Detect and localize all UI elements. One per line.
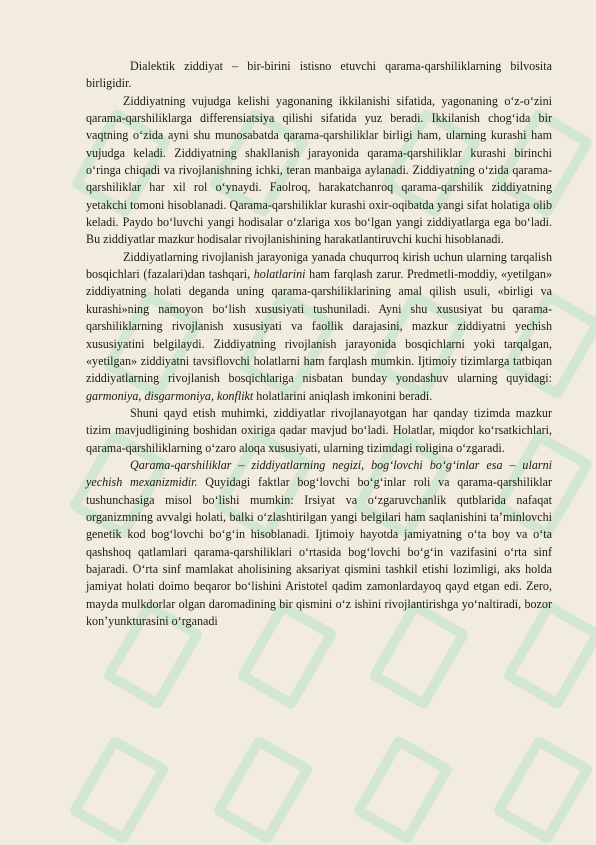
document-body (86, 58, 552, 630)
text-segment: Shuni qayd etish muhimki, ziddiyatlar rivojlanayotgan har qanday tizimda mazkur tizim mavjudligining boshidan oxiriga qadar mavjud bo‘ladi. Holatlar, miqdor ko‘rsatkichlari, qarama-qarshiliklarning o‘zaro aloqa xususiyati, ularning tizimdagi roligina o‘zgaradi. (86, 405, 552, 455)
text-segment: Ziddiyatning vujudga kelishi yagonaning ikkilanishi sifatida, yagonaning o‘z-o‘zini qarama-qarshiliklarga differensiatsiya qilishi sifatida yuz beradi. Ikkilanish chog‘ida bir vaqtning o‘zida ayni shu munosabatda qarama-qarshiliklar birligi ham, ularning kurashi ham vujudga keladi. Ziddiyatning shakllanish jarayonida qarama-qarshiliklar kurashi birinchi o‘ringa chiqadi va rivojlanishning ichki, teran manbaiga aylanadi. Ziddiyatning o‘zida qarama-qarshiliklar har xil rol o‘ynaydi. Faolroq, harakatchanroq qarama-qarshilik ziddiyatning yetakchi tomoni hisoblanadi. Qarama-qarshiliklar kurashi oxir-oqibatda yangi sifat holatiga olib keladi. Paydo bo‘luvchi yangi hodisalar o‘zlariga xos bo‘lgan yangi ziddiyatlarga ega bo‘ladi. Bu ziddiyatlar mazkur hodisalar rivojlanishining harakatlantiruvchi kuchi hisoblanadi. (86, 93, 552, 247)
text-segment: holatlarini aniqlash imkonini beradi. (253, 388, 433, 403)
italic-text: holatlarini (253, 267, 306, 282)
text-segment: ham farqlash zarur. Predmetli-moddiy, «yetilgan» ziddiyatning holati deganda uning qarama-qarshiliklarining amal qilish usuli, «birligi va kurashi»ning namoyon bo‘lish xususiyati tushuniladi. Ayni shu xususiyat bu qarama-qarshiliklarning rivojlanish xususiyati va faollik darajasini, mazkur ziddiyatni yechish xususiyatini belgilaydi. Ziddiyatning rivojlanish jarayonida bosqichlarni yoki tarqalgan, «yetilgan» ziddiyatni tavsiflovchi holatlarni ham farqlash mumkin. Ijtimoiy tizimlarga tatbiqan ziddiyatlarning rivojlanish bosqichlariga nisbatan bunday yondashuv ularning quyidagi: (86, 267, 552, 386)
italic-text: Qarama-qarshiliklar – ziddiyatlarning negizi, bog‘lovchi bo‘g‘inlar esa – ularni yechish mexanizmidir. (86, 457, 552, 490)
text-segment: Ziddiyatlarning rivojlanish jarayoniga yanada chuqurroq kirish uchun ularning tarqalish bosqichlari (fazalari)dan tashqari, (86, 249, 552, 282)
paragraph (86, 405, 552, 457)
watermark-shape (68, 735, 170, 845)
watermark-shape (492, 735, 594, 845)
paragraph (86, 249, 552, 405)
paragraph (86, 457, 552, 630)
watermark-shape (212, 735, 314, 845)
text-segment: Dialektik ziddiyat – bir-birini istisno etuvchi qarama-qarshiliklarning bilvosita birligidir. (86, 59, 552, 91)
italic-text: garmoniya, disgarmoniya, konflikt (86, 388, 254, 403)
paragraph (86, 93, 552, 249)
text-segment: Quyidagi faktlar bog‘lovchi bo‘g‘inlar roli va qarama-qarshiliklar tushunchasiga misol bo‘lishi mumkin: Irsiyat va o‘zgaruvchanlik qutblarida nafaqat organizmning avvalgi holati, balki o‘zlashtirilgan yangi belgilari ham saqlanishini ta’minlovchi genetik kod bog‘lovchi bo‘g‘in hisoblanadi. Ijtimoiy hayotda jamiyatning o‘ta boy va o‘ta qashshoq qatlamlari qarama-qarshiliklari o‘rtasida bog‘lovchi bo‘g‘in vazifasini o‘rta sinf bajaradi. O‘rta sinf mamlakat aholisining aksariyat qismini tashkil etishi lozimligi, aks holda jamiyat holati doimo beqaror bo‘lishini Aristotel qadim zamonlardayoq qayd etgan edi. Zero, mayda mulkdorlar olgan daromadining bir qismini o‘z ishini rivojlantirishga yo‘naltiradi, bozor kon’yunkturasini o‘rganadi (86, 475, 552, 628)
watermark-shape (352, 735, 454, 845)
paragraph (86, 58, 552, 93)
